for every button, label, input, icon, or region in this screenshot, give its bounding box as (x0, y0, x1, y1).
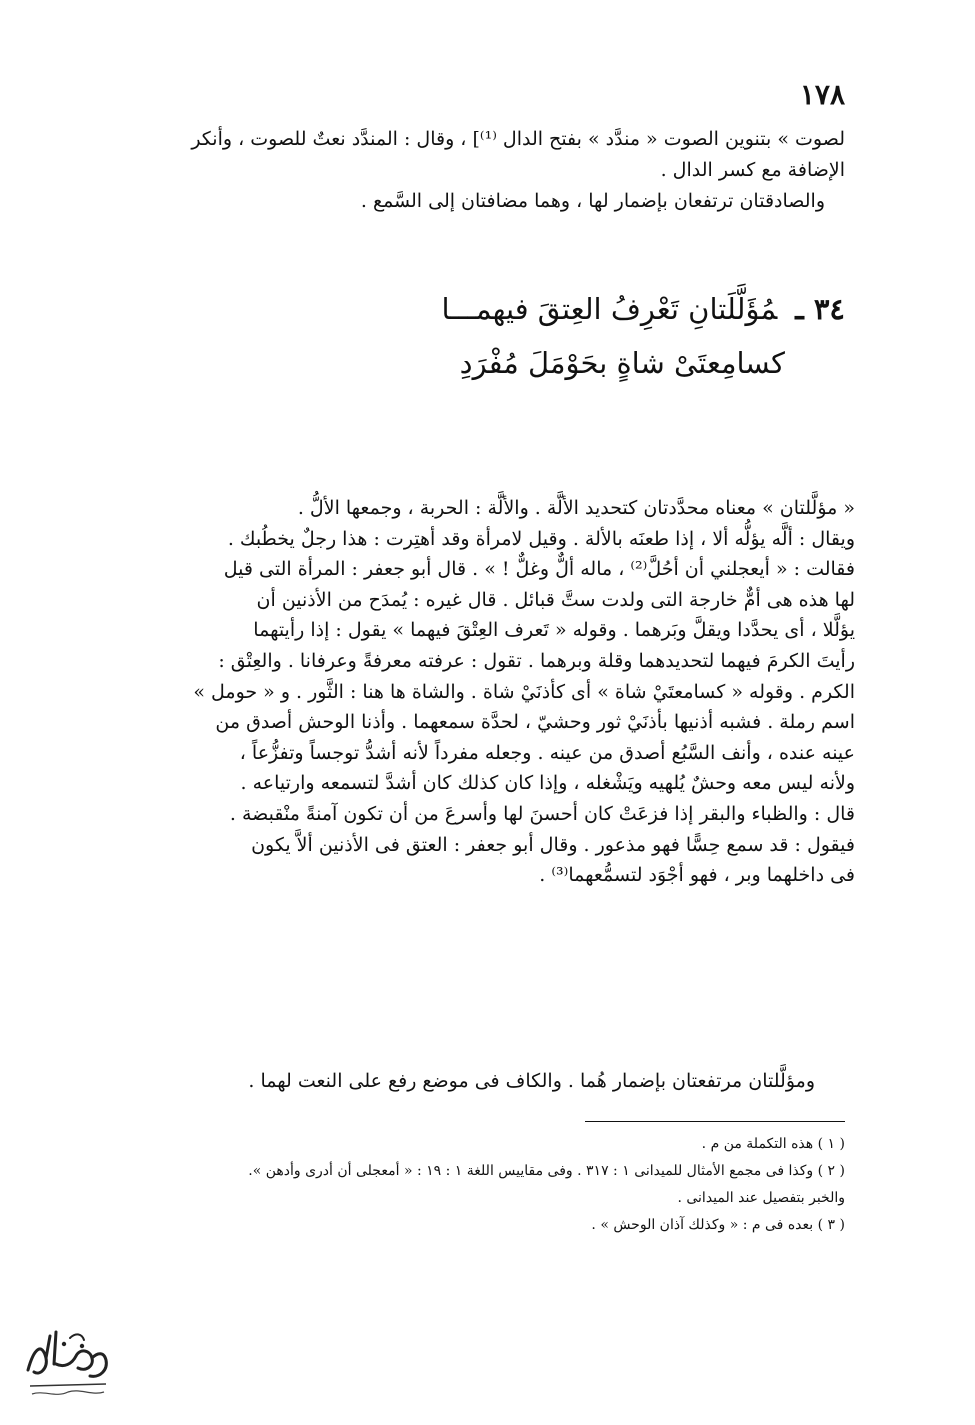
footnote-2-continued (125, 1185, 845, 1212)
commentary-line: عينه عنده ، وأنف السَّبُع أصدق من عينه . وجعله مفرداً لأنه أشدُّ توجساً وتفزُّعاً ، (239, 741, 855, 764)
commentary-line: « مؤلَّلتان » معناه محدَّدتان كتحديد الألَّة . والألَّة : الحربة ، وجمعها الألُّ . (297, 497, 855, 519)
commentary-line: فيقول : قد سمع حِسًّا فهو مذعور . وقال أبو جعفر : العتق فى الأذنين ألاَّ يكون (251, 833, 855, 856)
verse-block (105, 282, 845, 390)
closing-line: ومؤلَّلتان مرتفعتان بإضمار هُما . والكاف فى موضع رفع على النعت لهما . (248, 1070, 815, 1092)
footnote-text: والخبر بتفصيل عند الميدانى . (677, 1190, 845, 1206)
page-number: ١٧٨ (799, 78, 845, 111)
top-line-2: الإضافة مع كسر الدال . (660, 159, 845, 181)
footnote-text: بعده فى م : « وكذلك آذان الوحش » . (591, 1217, 814, 1233)
commentary-line: فقالت : « أيعجلني أن أحُلَّ⁽²⁾ ، ماله ألٌّ وغلٌّ ! » . قال أبو جعفر : المرأة التى قيل (223, 558, 855, 581)
commentary-line: فى داخلهما وبر ، فهو أجْوَد لتسمُّعهما⁽³⁾ . (539, 864, 855, 887)
commentary-line: ولأنه ليس معه وحشٌ يُلهيه ويَشْغله ، وإذا كان كذلك كان أشدَّ لتسمعه وارتياعه . (240, 772, 855, 795)
commentary-line: لها هذه هى أمٌّ خارجة التى ولدت ستَّ قبائل . قال غيره : يُمدَح من الأذنين أن (256, 588, 855, 611)
top-paragraph (133, 124, 845, 217)
verse-line-1 (105, 282, 845, 336)
top-line-3: والصادقتان ترتفعان بإضمار لها ، وهما مضافتان إلى السَّمع . (360, 190, 825, 212)
verse-hemistich-1: مُؤَلَّلَتانِ تَعْرِفُ العِتقَ فيهمـــا (441, 292, 778, 326)
commentary-line: ويقال : ألَّه يؤلُّه ألا ، إذا طعنَه بالألة . وقيل لامرأة وقد أهتِرت : هذا رجلٌ يخطُبك . (227, 527, 855, 550)
footnotes (125, 1131, 845, 1239)
verse-number: ٣٤ ـ (795, 292, 845, 326)
commentary-line: يؤلَّلا ، أى يحدَّدا ويقلَّ وبَرهما . وقوله « تَعرف العِتْقَ فيهما » يقول : إذا رأيتهما (253, 619, 855, 642)
verse-line-2 (105, 336, 845, 390)
top-line-1: لصوت » بتنوين الصوت « مندَّد » بفتح الدال ⁽¹⁾] ، وقال : المندَّد نعتٌ للصوت ، وأنكر (191, 128, 845, 150)
footnote-2 (125, 1158, 845, 1185)
commentary-line: رأيتَ الكرمَ فيهما لتحديدهما وقلة وبرهما . تقول : عرفته معرفةً وعرفانا . والعِتْق : (218, 649, 855, 672)
verse-hemistich-2: كسامِعتَىْ شاةٍ بحَوْمَلَ مُفْرَدِ (459, 346, 785, 380)
footnote-divider (585, 1121, 845, 1122)
commentary (122, 493, 855, 891)
commentary-line: اسم رملة . فشبه أذنيها بأذنَيْ ثور وحشيّ ، لحدَّة سمعهما . وأذنا الوحش أصدق من (215, 711, 855, 734)
footnote-text: وكذا فى مجمع الأمثال للميدانى ١ : ٣١٧ . وفى مقاييس اللغة ١ : ١٩ : « أمعجلى أن أدرى وأدهن ». (248, 1163, 814, 1179)
footnote-text: هذه التكملة من م . (701, 1136, 814, 1152)
footnote-3 (125, 1212, 845, 1239)
commentary-line: قال : والظباء والبقر إذا فزعَتْ كان أحسنَ لها وأسرعَ من أن تكون آمنةً منْقبضة . (229, 802, 855, 825)
footnote-1 (125, 1131, 845, 1158)
calligraphy-stamp-logo (20, 1318, 112, 1408)
footnote-marker: ( ١ ) (817, 1136, 845, 1152)
commentary-line: الكرم . وقوله « كسامعتَيْ شاة » أى كأذنَيْ شاة . والشاة ها هنا : الثَّور . و « حومل » (193, 680, 855, 703)
footnote-marker: ( ٣ ) (817, 1217, 845, 1233)
footnote-marker: ( ٢ ) (817, 1163, 845, 1179)
